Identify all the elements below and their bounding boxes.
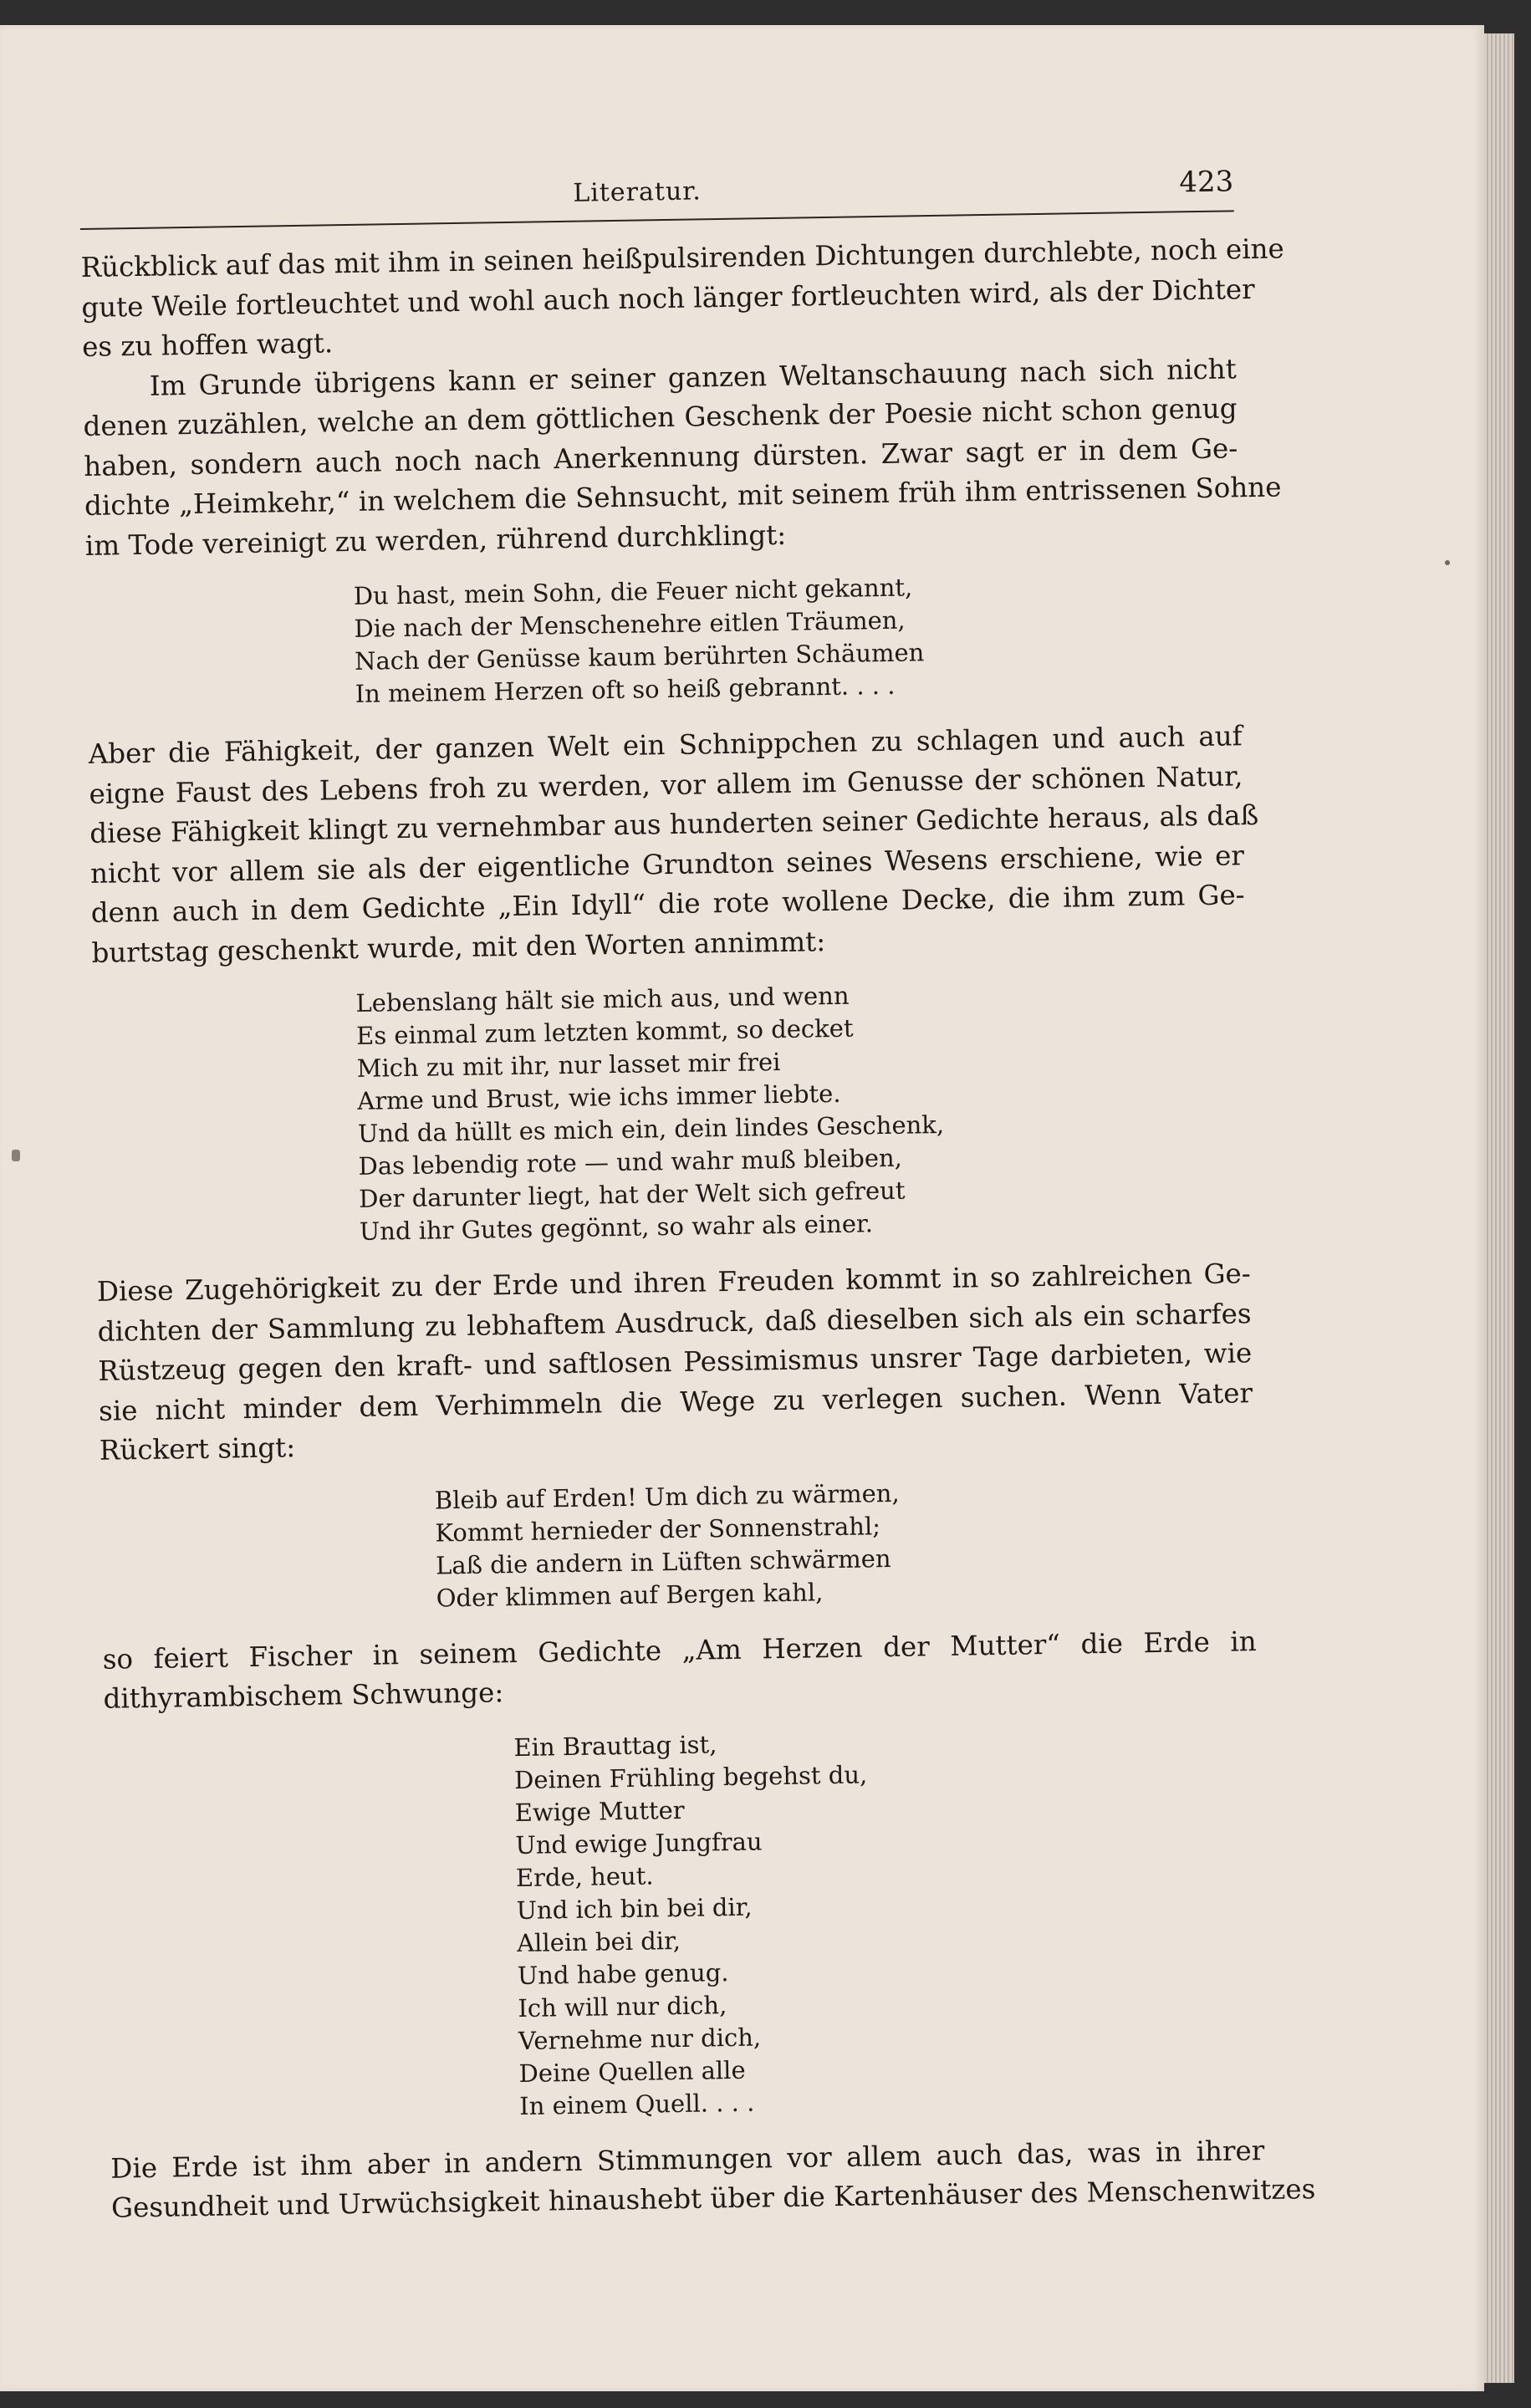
verse-line: Der darunter liegt, hat der Welt sich gefreut	[358, 1176, 906, 1213]
text-line: dichten der Sammlung zu lebhaftem Ausdruck, daß dieselben sich als ein scharfes	[97, 1297, 1252, 1348]
text-line: denn auch in dem Gedichte „Ein Idyll“ die rote wollene Decke, die ihm zum Ge-	[90, 879, 1245, 929]
poem-quote	[92, 973, 1250, 1252]
verse-line: Und ihr Gutes gegönnt, so wahr als einer.	[359, 1209, 874, 1246]
verse-line: In meinem Herzen oft so heiß gebrannt. . . .	[355, 671, 896, 708]
verse-line: Vernehme nur dich,	[518, 2022, 762, 2055]
verse-line: Ein Brauttag ist,	[513, 1729, 717, 1762]
verse-line: Bleib auf Erden! Um dich zu wärmen,	[434, 1478, 900, 1515]
text-line: sie nicht minder dem Verhimmeln die Wege zu verlegen suchen. Wenn Vater	[98, 1376, 1253, 1427]
verse-line: Allein bei dir,	[516, 1926, 681, 1957]
verse-line: Das lebendig rote — und wahr muß bleiben,	[358, 1143, 903, 1181]
verse-line: Ich will nur dich,	[518, 1990, 727, 2023]
verse-line: Erde, heut.	[515, 1860, 654, 1892]
text-line: denen zuzählen, welche an dem göttlichen Geschenk der Poesie nicht schon genug	[83, 392, 1238, 442]
text-line: haben, sondern auch noch nach Anerkennung dürsten. Zwar sagt er in dem Ge-	[84, 431, 1238, 482]
verse-line: Die nach der Menschenehre eitlen Träumen,	[354, 605, 906, 643]
page-content	[79, 161, 1316, 2228]
text-line: Rückert singt:	[99, 1431, 296, 1467]
text-line: Im Grunde übrigens kann er seiner ganzen Weltanschauung nach sich nicht	[149, 352, 1238, 402]
text-line: Rückblick auf das mit ihm in seinen heißpulsirenden Dichtungen durchlebte, noch eine	[80, 232, 1285, 283]
verse-line: Oder klimmen auf Bergen kahl,	[436, 1577, 824, 1613]
text-line: dithyrambischem Schwunge:	[103, 1676, 504, 1715]
page-number: 423	[1178, 165, 1234, 200]
poem-quote	[104, 1720, 1263, 2130]
paragraph	[88, 717, 1259, 973]
verse-line: Und ich bin bei dir,	[516, 1892, 753, 1925]
verse-line: Ewige Mutter	[514, 1795, 685, 1827]
verse-line: Du hast, mein Sohn, die Feuer nicht gekannt,	[353, 573, 913, 610]
text-line: es zu hoffen wagt.	[81, 327, 334, 363]
paper-speck	[1445, 560, 1450, 565]
verse-line: Und ewige Jungfrau	[515, 1826, 763, 1860]
text-line: nicht vor allem sie als der eigentliche Grundton seines Wesens erschiene, wie er	[89, 839, 1245, 890]
text-line: gute Weile fortleuchtet und wohl auch noch länger fortleuchten wird, als der Dichter	[81, 273, 1255, 324]
verse-line: Und da hüllt es mich ein, dein lindes Geschenk,	[357, 1110, 945, 1148]
text-line: burtstag geschenkt wurde, mit den Worten annimmt:	[91, 925, 826, 969]
paragraph	[83, 349, 1282, 566]
verse-line: Laß die andern in Lüften schwärmen	[435, 1543, 891, 1580]
verse-line: Es einmal zum letzten kommt, so decket	[355, 1013, 854, 1050]
text-line: Aber die Fähigkeit, der ganzen Welt ein Schnippchen zu schlagen und auch auf	[88, 720, 1243, 770]
running-title: Literatur.	[573, 176, 702, 208]
text-line: Diese Zugehörigkeit zu der Erde und ihren Freuden kommt in so zahlreichen Ge-	[96, 1258, 1252, 1308]
verse-line: Und habe genug.	[517, 1957, 729, 1990]
text-line: Rüstzeug gegen den kraft- und saftlosen Pessimismus unsrer Tage darbieten, wie	[98, 1337, 1253, 1387]
verse-line: Kommt hernieder der Sonnenstrahl;	[435, 1511, 881, 1548]
text-line: diese Fähigkeit klingt zu vernehmbar aus hunderten seiner Gedichte heraus, als daß	[89, 798, 1259, 849]
verse-line: Nach der Genüsse kaum berührten Schäumen	[354, 638, 925, 676]
text-line: dichte „Heimkehr,“ in welchem die Sehnsucht, mit seinem früh ihm entrissenen Sohne	[84, 471, 1282, 522]
paragraph	[80, 230, 1285, 367]
verse-line: Lebenslang hält sie mich aus, und wenn	[355, 981, 850, 1018]
text-line: im Tode vereinigt zu werden, rührend durchklingt:	[84, 518, 787, 562]
text-line: Die Erde ist ihm aber in andern Stimmungen vor allem auch das, was in ihrer	[110, 2134, 1265, 2185]
page-edge-stack	[1484, 33, 1514, 2383]
text-line: Gesundheit und Urwüchsigkeit hinaushebt über die Kartenhäuser des Menschenwitzes	[110, 2173, 1316, 2224]
verse-line: Deine Quellen alle	[518, 2055, 746, 2088]
text-line: eigne Faust des Lebens froh zu werden, vor allem im Genusse der schönen Natur,	[89, 759, 1243, 810]
verse-line: In einem Quell. . . .	[518, 2088, 755, 2120]
paper-mark	[12, 1150, 20, 1161]
paragraph	[97, 1254, 1254, 1471]
verse-line: Deinen Frühling begehst du,	[513, 1759, 868, 1794]
verse-line: Arme und Brust, wie ichs immer liebte.	[357, 1079, 841, 1115]
verse-line: Mich zu mit ihr, nur lasset mir frei	[356, 1047, 781, 1083]
paragraph	[102, 1622, 1257, 1720]
poem-quote	[100, 1472, 1256, 1620]
poem-quote	[86, 566, 1242, 715]
text-line: so feiert Fischer in seinem Gedichte „Am Herzen der Mutter“ die Erde in	[102, 1625, 1257, 1676]
